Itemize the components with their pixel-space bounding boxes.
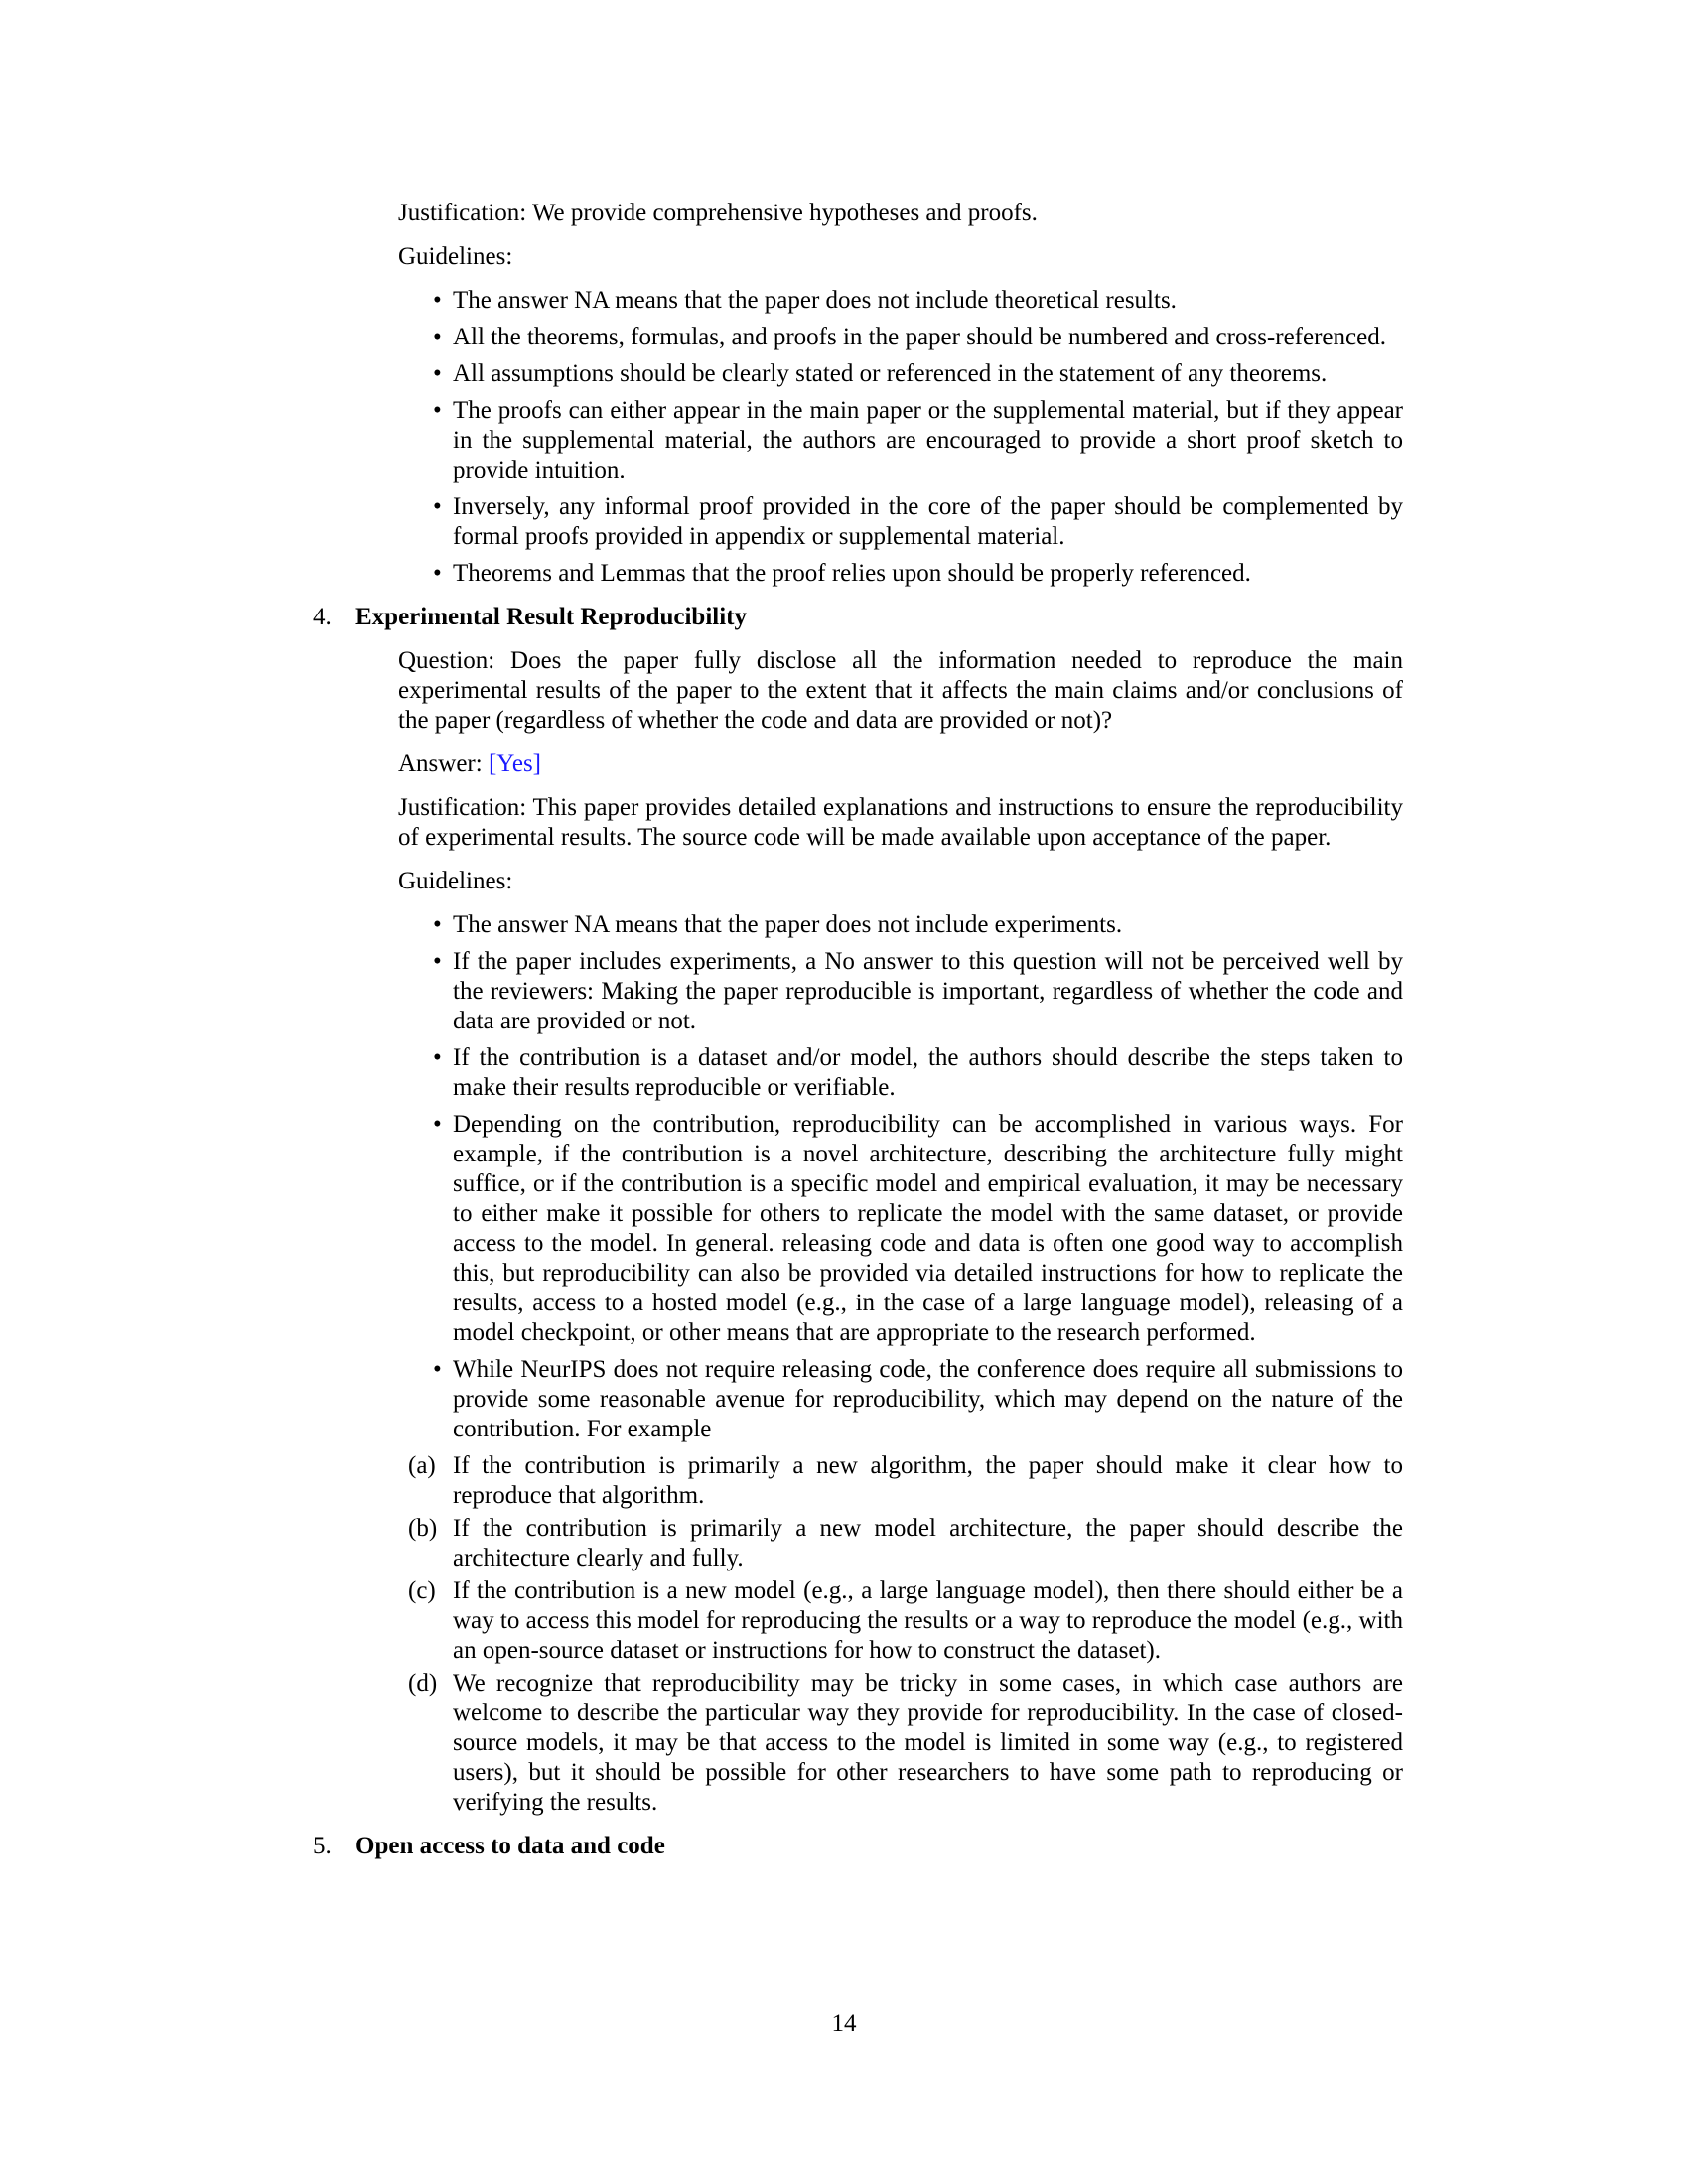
s4-sub-item [408, 1669, 1403, 1818]
s4-sub-item [408, 1576, 1403, 1666]
s4-guideline-text: While NeurIPS does not require releasing code, the conference does require all submissions to provide some reasonable avenue for reproducibility, which may depend on the nature of the contribution. For example [453, 1356, 1403, 1442]
sub-item-label: (a) [408, 1452, 436, 1479]
s4-answer-value[interactable]: [Yes] [488, 751, 541, 777]
s4-guidelines-label: Guidelines: [398, 868, 513, 894]
section-5-title: Open access to data and code [355, 1833, 665, 1859]
s4-guidelines-list [355, 910, 1403, 1818]
section-3-tail [398, 199, 1403, 272]
s4-guideline-item: • Depending on the contribution, reproducibility can be accomplished in various ways. For example, if the contribution is a novel architecture, describing the architecture fully might suffice, or if the contribution is a specific model and empirical evaluation, it may be necessary to either make it possible for others to replicate the model with the same dataset, or provide access to the model. In general. releasing code and data is often one good way to accomplish this, but reproducibility can also be provided via detailed instructions for how to replicate the results, access to a hosted model (e.g., in the case of a large language model), releasing of a model checkpoint, or other means that are appropriate to the research performed. [453, 1110, 1403, 1348]
s3-guidelines-list [355, 286, 1403, 589]
sub-item-text: We recognize that reproducibility may be tricky in some cases, in which case authors are welcome to describe the particular way they provide for reproducibility. In the case of closed-source models, it may be that access to the model is limited in some way (e.g., to registered users), but it should be possible for other researchers to have some path to reproducing or verifying the results. [453, 1670, 1403, 1816]
section-4-number: 4. [313, 604, 332, 630]
s3-guideline-item: • Inversely, any informal proof provided in the core of the paper should be complemented by formal proofs provided in appendix or supplemental material. [453, 492, 1403, 552]
page-content [313, 199, 1403, 1875]
s4-sub-item [408, 1514, 1403, 1573]
s3-guidelines-label: Guidelines: [398, 243, 513, 270]
s3-guideline-item: • The proofs can either appear in the main paper or the supplemental material, but if they appear in the supplemental material, the authors are encouraged to provide a short proof sketch to provide intuition. [453, 396, 1403, 485]
s4-guideline-item: • If the contribution is a dataset and/or model, the authors should describe the steps taken to make their results reproducible or verifiable. [453, 1043, 1403, 1103]
page-number: 14 [831, 2010, 857, 2037]
s4-guideline-item [408, 1355, 1403, 1818]
sub-item-text: If the contribution is primarily a new model architecture, the paper should describe the architecture clearly and fully. [453, 1515, 1403, 1571]
section-5-heading [313, 1832, 1403, 1861]
s3-guideline-item: • Theorems and Lemmas that the proof relies upon should be properly referenced. [453, 559, 1403, 589]
s3-guideline-item: • All assumptions should be clearly stated or referenced in the statement of any theorems. [453, 359, 1403, 389]
s4-question: Question: Does the paper fully disclose all the information needed to reproduce the main experimental results of the paper to the extent that it affects the main claims and/or conclusions of the paper (regardless of whether the code and data are provided or not)? [398, 647, 1403, 734]
section-5-number: 5. [313, 1833, 332, 1859]
s3-guideline-item: • The answer NA means that the paper does not include theoretical results. [453, 286, 1403, 316]
s4-guideline-item: • If the paper includes experiments, a No answer to this question will not be perceived well by the reviewers: Making the paper reproducible is important, regardless of whether the code and data are provided or not. [453, 947, 1403, 1036]
s4-answer-label: Answer: [398, 751, 483, 777]
s3-guideline-item: • All the theorems, formulas, and proofs in the paper should be numbered and cross-referenced. [453, 323, 1403, 352]
section-4-title: Experimental Result Reproducibility [355, 604, 747, 630]
s4-answer [398, 750, 1403, 779]
s4-sub-item [408, 1451, 1403, 1511]
s4-guideline-item: • The answer NA means that the paper does not include experiments. [453, 910, 1403, 940]
sub-item-text: If the contribution is a new model (e.g., a large language model), then there should either be a way to access this model for reproducing the results or a way to reproduce the model (e.g., with an open-source dataset or instructions for how to construct the dataset). [453, 1577, 1403, 1664]
section-4-body [398, 646, 1403, 896]
s3-justification: Justification: We provide comprehensive hypotheses and proofs. [398, 200, 1038, 226]
sub-item-label: (d) [408, 1670, 438, 1697]
sub-item-text: If the contribution is primarily a new algorithm, the paper should make it clear how to reproduce that algorithm. [453, 1452, 1403, 1509]
s4-justification: Justification: This paper provides detailed explanations and instructions to ensure the reproducibility of experimental results. The source code will be made available upon acceptance of the paper. [398, 794, 1403, 851]
sub-item-label: (c) [408, 1577, 436, 1604]
section-4-heading [313, 603, 1403, 632]
sub-item-label: (b) [408, 1515, 438, 1542]
s4-sub-list [409, 1451, 1403, 1818]
